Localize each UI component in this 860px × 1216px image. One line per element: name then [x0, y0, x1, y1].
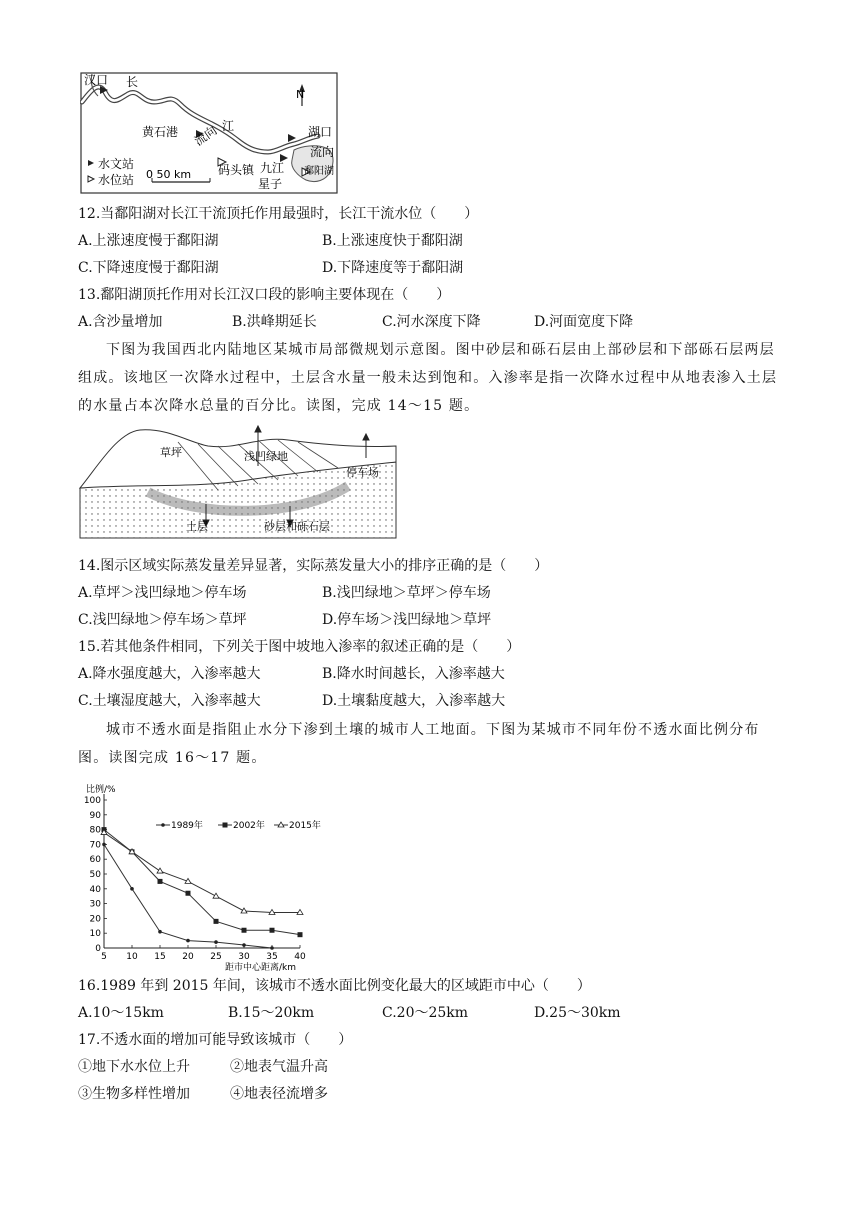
label-chang: 长 — [126, 75, 139, 89]
q16-option-d: D.25～30km — [534, 1005, 621, 1021]
q14-option-b: B.浅凹绿地＞草坪＞停车场 — [322, 585, 491, 601]
point-2 — [213, 893, 219, 898]
x-tick-label: 10 — [126, 952, 138, 962]
q14-option-a: A.草坪＞浅凹绿地＞停车场 — [78, 585, 247, 601]
point-0 — [102, 843, 106, 847]
q17-option-1: ①地下水水位上升 — [78, 1059, 190, 1075]
block-diagram — [78, 422, 408, 542]
point-0 — [130, 887, 134, 891]
y-tick-label: 20 — [89, 914, 101, 925]
y-axis-label: 比例/% — [86, 785, 116, 795]
y-tick-label: 0 — [95, 944, 101, 954]
point-0 — [214, 940, 218, 944]
label-xingzi: 星子 — [258, 177, 283, 191]
point-0 — [242, 943, 246, 947]
label-poyanghu: 鄱阳湖 — [304, 166, 334, 177]
label-hukou: 湖口 — [308, 125, 333, 139]
y-tick-label: 10 — [89, 929, 101, 940]
x-tick-label: 25 — [210, 952, 222, 962]
series-line-1 — [104, 830, 300, 935]
legend-water-level: 水位站 — [98, 173, 135, 187]
y-tick-label: 30 — [89, 899, 101, 910]
scale-label: 0 50 km — [146, 168, 192, 181]
q16-option-a: A.10～15km — [78, 1005, 164, 1021]
q13-option-b: B.洪峰期延长 — [232, 314, 317, 330]
y-tick-label: 50 — [89, 870, 101, 880]
intro-paragraph-1: 下图为我国西北内陆地区某城市局部微规划示意图。图中砂层和砾石层由上部砂层和下部砾石层两层组成。该地区一次降水过程中，土层含水量一般未达到饱和。入渗率是指一次降水过程中从地表渗入土层的水量占本次降水总量的百分比。读图，完成 14～15 题。 — [78, 342, 778, 414]
label-hankou: 汉口 — [84, 73, 109, 87]
y-tick-label: 40 — [89, 884, 101, 895]
point-2 — [241, 908, 247, 913]
q17-option-4: ④地表径流增多 — [230, 1086, 328, 1102]
point-1 — [186, 891, 191, 896]
point-1 — [242, 928, 247, 933]
point-0 — [186, 939, 190, 943]
point-0 — [158, 930, 162, 934]
q12-option-a: A.上涨速度慢于鄱阳湖 — [78, 233, 219, 249]
point-1 — [214, 919, 219, 924]
q17-option-3: ③生物多样性增加 — [78, 1086, 190, 1102]
q16-stem: 16.1989 年到 2015 年间，该城市不透水面比例变化最大的区域距市中心（ ） — [78, 978, 591, 994]
q15-option-a: A.降水强度越大，入渗率越大 — [78, 666, 261, 682]
block-label-qiantu: 浅凹绿地 — [244, 450, 288, 463]
point-2 — [157, 868, 163, 873]
y-tick-label: 70 — [89, 840, 101, 851]
q16-option-b: B.15～20km — [228, 1005, 315, 1021]
north-label: N — [296, 88, 305, 101]
y-tick-label: 90 — [89, 810, 101, 821]
legend-label-0: 1989年 — [171, 821, 203, 831]
q16-option-c: C.20～25km — [382, 1005, 469, 1021]
q15-option-c: C.土壤湿度越大，入渗率越大 — [78, 693, 261, 709]
point-2 — [297, 909, 303, 914]
yangtze-map — [80, 72, 338, 194]
legend-marker-0 — [161, 823, 165, 827]
legend-label-2: 2015年 — [289, 821, 321, 831]
x-tick-label: 15 — [154, 952, 166, 962]
label-jiang: 江 — [222, 119, 235, 133]
q14-option-d: D.停车场＞浅凹绿地＞草坪 — [322, 612, 492, 628]
q17-stem: 17.不透水面的增加可能导致该城市（ ） — [78, 1032, 353, 1048]
x-tick-label: 20 — [182, 952, 194, 962]
block-label-shaceng: 砂层和砾石层 — [264, 520, 330, 533]
series-line-2 — [104, 833, 300, 913]
x-tick-label: 5 — [101, 952, 107, 962]
q12-option-c: C.下降速度慢于鄱阳湖 — [78, 260, 219, 276]
x-tick-label: 30 — [238, 952, 250, 962]
label-matouzhen: 码头镇 — [218, 163, 255, 177]
label-jiujiang: 九江 — [260, 161, 285, 175]
label-liuxiang2: 流向 — [310, 145, 335, 159]
q14-stem: 14.图示区域实际蒸发量差异显著，实际蒸发量大小的排序正确的是（ ） — [78, 558, 549, 574]
y-tick-label: 60 — [89, 855, 101, 866]
q14-option-c: C.浅凹绿地＞停车场＞草坪 — [78, 612, 247, 628]
block-label-tingche: 停车场 — [346, 466, 379, 479]
y-tick-label: 80 — [89, 825, 101, 836]
q12-option-d: D.下降速度等于鄱阳湖 — [322, 260, 464, 276]
x-tick-label: 40 — [294, 952, 306, 962]
q15-option-b: B.降水时间越长，入渗率越大 — [322, 666, 505, 682]
label-liuxiang1: 流向 — [191, 123, 220, 149]
impervious-surface-chart — [78, 774, 328, 974]
point-1 — [298, 932, 303, 937]
point-1 — [158, 879, 163, 884]
intro-paragraph-2: 城市不透水面是指阻止水分下渗到土壤的城市人工地面。下图为某城市不同年份不透水面比例分布图。读图完成 16～17 题。 — [78, 722, 760, 766]
q13-option-d: D.河面宽度下降 — [534, 314, 634, 330]
y-tick-label: 100 — [83, 796, 101, 806]
block-label-tuceng: 土层 — [186, 520, 208, 533]
point-0 — [270, 946, 274, 950]
q13-stem: 13.鄱阳湖顶托作用对长江汉口段的影响主要体现在（ ） — [78, 287, 451, 303]
q17-option-2: ②地表气温升高 — [230, 1059, 328, 1075]
q13-option-a: A.含沙量增加 — [78, 314, 163, 330]
q12-stem: 12.当鄱阳湖对长江干流顶托作用最强时，长江干流水位（ ） — [78, 206, 479, 222]
x-axis-label: 距市中心距离/km — [224, 963, 296, 973]
block-label-caoping: 草坪 — [160, 446, 182, 459]
series-line-0 — [104, 844, 272, 948]
q15-stem: 15.若其他条件相同，下列关于图中坡地入渗率的叙述正确的是（ ） — [78, 639, 521, 655]
label-huangshigang: 黄石港 — [142, 125, 179, 139]
q13-option-c: C.河水深度下降 — [382, 314, 481, 330]
point-1 — [270, 928, 275, 933]
legend-marker-1 — [223, 823, 228, 828]
legend-label-1: 2002年 — [233, 821, 265, 831]
q12-option-b: B.上涨速度快于鄱阳湖 — [322, 233, 463, 249]
legend-hydro: 水文站 — [98, 157, 135, 171]
x-tick-label: 35 — [266, 952, 278, 962]
q15-option-d: D.土壤黏度越大，入渗率越大 — [322, 693, 506, 709]
